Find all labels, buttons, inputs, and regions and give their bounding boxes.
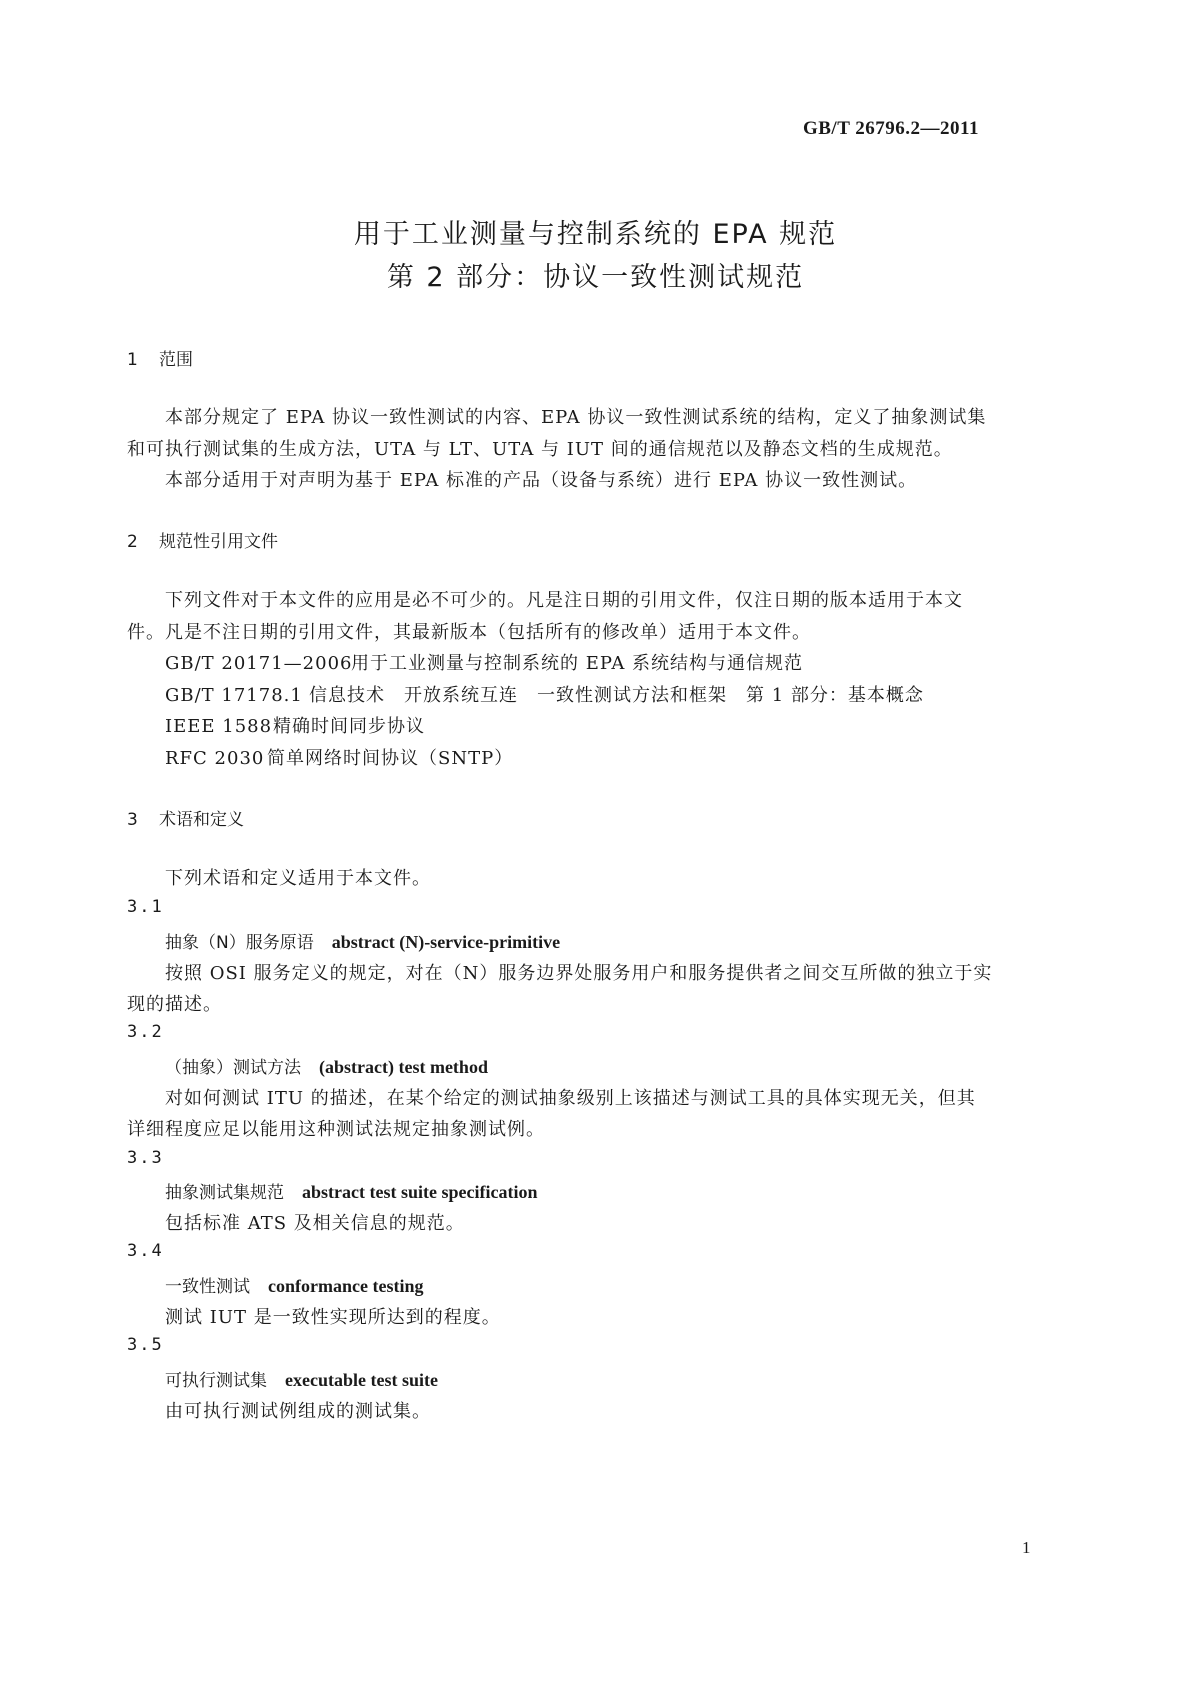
term-heading <box>165 1366 438 1391</box>
term-heading <box>165 1053 488 1078</box>
term-definition: 详细程度应足以能用这种测试法规定抽象测试例。 <box>127 1119 545 1140</box>
term-heading <box>165 928 560 953</box>
term-number: 3.5 <box>127 1335 164 1355</box>
paragraph: 本部分规定了 EPA 协议一致性测试的内容、EPA 协议一致性测试系统的结构，定义了抽象测试集 <box>165 407 987 428</box>
paragraph: 件。凡是不注日期的引用文件，其最新版本（包括所有的修改单）适用于本文件。 <box>127 622 811 643</box>
section-2-heading <box>127 527 278 552</box>
reference-code: RFC 2030 <box>165 748 265 769</box>
paragraph: 本部分适用于对声明为基于 EPA 标准的产品（设备与系统）进行 EPA 协议一致性测试。 <box>165 470 918 491</box>
term-definition: 由可执行测试例组成的测试集。 <box>165 1401 431 1422</box>
term-en: (abstract) test method <box>319 1057 488 1077</box>
reference-title: 简单网络时间协议（SNTP） <box>267 748 514 769</box>
term-en: conformance testing <box>268 1276 424 1296</box>
term-definition: 对如何测试 ITU 的描述，在某个给定的测试抽象级别上该描述与测试工具的具体实现无关，但其 <box>165 1088 976 1109</box>
term-definition: 按照 OSI 服务定义的规定，对在（N）服务边界处服务用户和服务提供者之间交互所做的独立于实 <box>165 963 993 984</box>
term-definition: 包括标准 ATS 及相关信息的规范。 <box>165 1213 465 1234</box>
reference-code: GB/T 20171—2006 <box>165 653 353 674</box>
section-1-heading <box>127 345 193 370</box>
section-3-heading <box>127 805 244 830</box>
term-zh: 抽象测试集规范 <box>165 1183 284 1203</box>
paragraph: 和可执行测试集的生成方法，UTA 与 LT、UTA 与 IUT 间的通信规范以及静态文档的生成规范。 <box>127 439 953 460</box>
reference-item <box>165 712 425 738</box>
paragraph: 下列术语和定义适用于本文件。 <box>165 868 431 889</box>
reference-title: 信息技术 开放系统互连 一致性测试方法和框架 第 1 部分：基本概念 <box>309 685 924 706</box>
reference-title: 用于工业测量与控制系统的 EPA 系统结构与通信规范 <box>351 653 804 674</box>
term-definition: 测试 IUT 是一致性实现所达到的程度。 <box>165 1307 501 1328</box>
reference-item <box>165 744 513 770</box>
reference-title: 精确时间同步协议 <box>273 716 425 737</box>
term-heading <box>165 1272 423 1297</box>
reference-code: IEEE 1588 <box>165 716 273 737</box>
paragraph: 下列文件对于本文件的应用是必不可少的。凡是注日期的引用文件，仅注日期的版本适用于本文 <box>165 590 963 611</box>
term-heading <box>165 1178 537 1203</box>
document-title-line1: 用于工业测量与控制系统的 EPA 规范 <box>353 219 838 250</box>
term-zh: 一致性测试 <box>165 1277 250 1297</box>
term-number: 3.2 <box>127 1022 164 1042</box>
reference-code: GB/T 17178.1 <box>165 685 303 706</box>
term-zh: （抽象）测试方法 <box>165 1058 301 1078</box>
section-number: 1 <box>127 350 138 370</box>
term-zh: 抽象（N）服务原语 <box>165 933 314 953</box>
section-title: 规范性引用文件 <box>159 532 278 552</box>
term-number: 3.3 <box>127 1148 164 1168</box>
standard-code: GB/T 26796.2—2011 <box>802 118 979 139</box>
document-title-line2: 第 2 部分：协议一致性测试规范 <box>386 262 805 293</box>
term-en: executable test suite <box>285 1370 438 1390</box>
term-number: 3.1 <box>127 897 164 917</box>
reference-item <box>165 681 924 707</box>
section-number: 2 <box>127 532 138 552</box>
term-en: abstract test suite specification <box>302 1182 538 1202</box>
section-title: 术语和定义 <box>159 810 244 830</box>
term-number: 3.4 <box>127 1241 164 1261</box>
term-en: abstract (N)-service-primitive <box>331 932 561 952</box>
page-number: 1 <box>1022 1538 1031 1557</box>
term-zh: 可执行测试集 <box>165 1371 267 1391</box>
section-number: 3 <box>127 810 138 830</box>
section-title: 范围 <box>159 350 193 370</box>
reference-item <box>165 649 803 675</box>
term-definition: 现的描述。 <box>127 994 222 1015</box>
